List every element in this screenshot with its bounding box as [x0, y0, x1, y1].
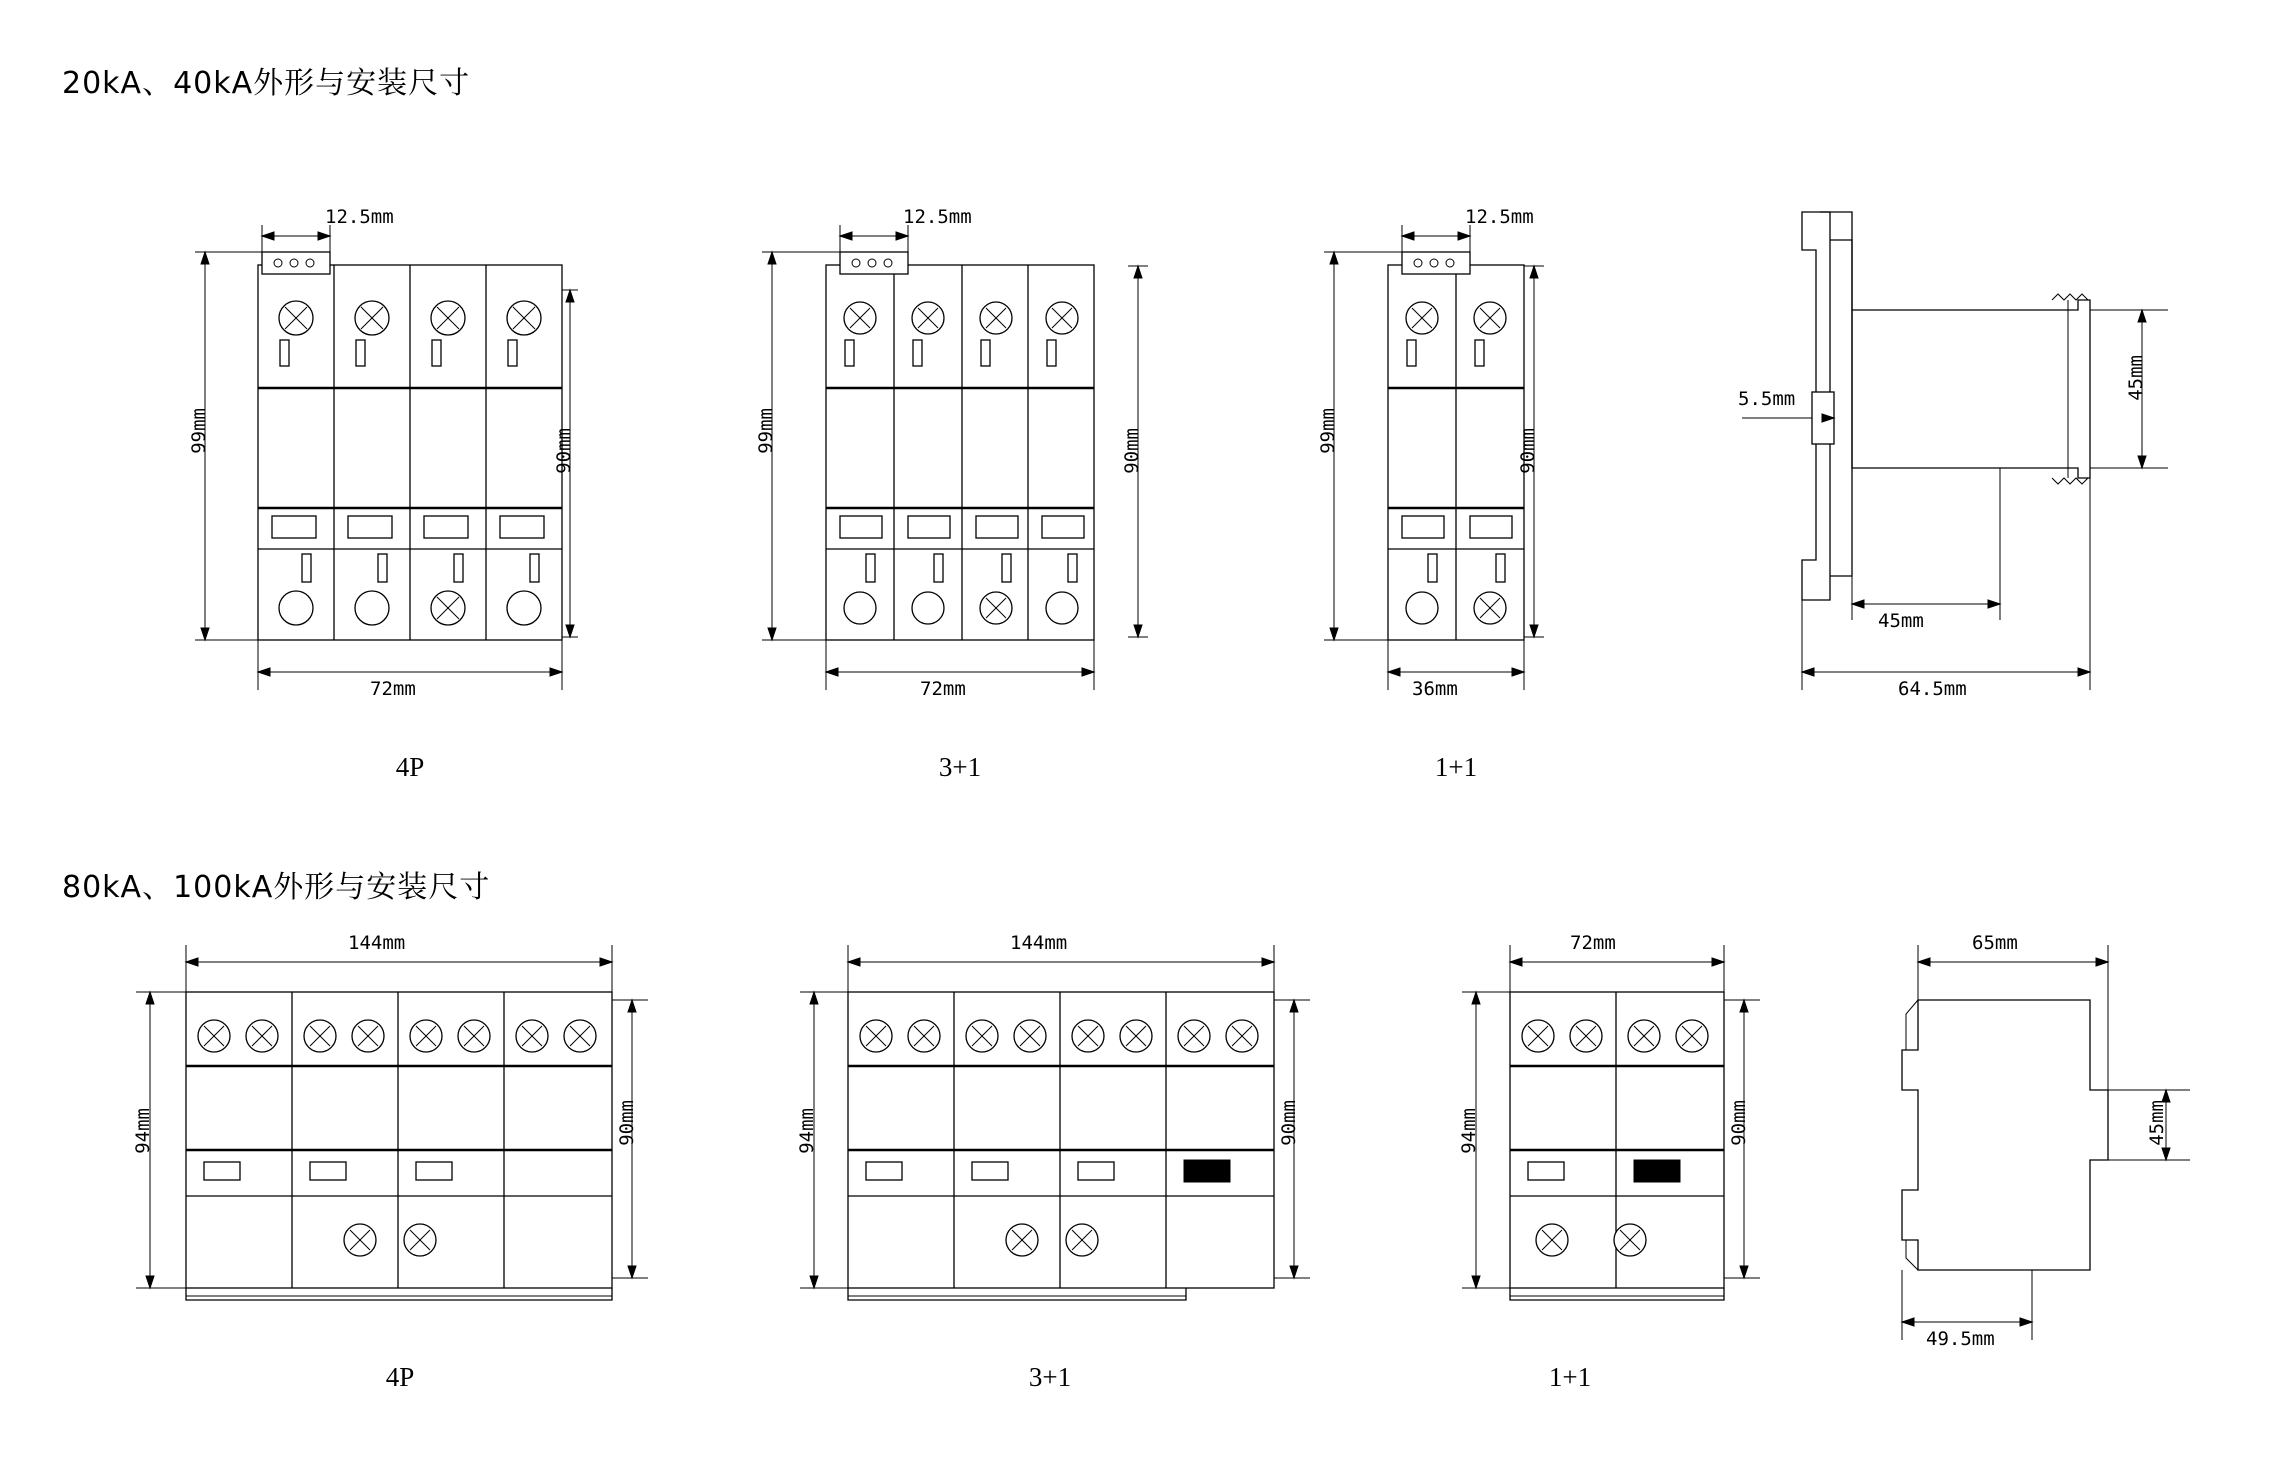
dim-top-3plus1-80ka: 144mm	[1010, 932, 1068, 954]
figure-caption-1plus1-80ka: 1+1	[1548, 1362, 1592, 1392]
dim-right-1plus1-80ka: 90mm	[1728, 1100, 1750, 1146]
dim-45mm-height-20ka: 45mm	[2125, 355, 2147, 401]
dim-top-4p-20ka: 12.5mm	[325, 206, 394, 228]
section-title-1: 20kA、40kA外形与安装尺寸	[62, 66, 471, 101]
dim-right-4p-20ka: 90mm	[553, 428, 575, 474]
dim-5-5mm-20ka: 5.5mm	[1738, 388, 1796, 410]
figure-caption-4p-20ka: 4P	[395, 752, 425, 782]
dim-64-5mm-20ka: 64.5mm	[1898, 678, 1967, 700]
dim-right-1plus1-20ka: 90mm	[1517, 428, 1539, 474]
dim-top-4p-80ka: 144mm	[348, 932, 406, 954]
dim-left-3plus1-80ka: 94mm	[796, 1108, 818, 1154]
dim-bottom-1plus1-20ka: 36mm	[1412, 678, 1458, 700]
figure-caption-3plus1-20ka: 3+1	[938, 752, 982, 782]
dim-45mm-depth-20ka: 45mm	[1878, 610, 1924, 632]
dim-top-1plus1-20ka: 12.5mm	[1465, 206, 1534, 228]
dim-left-1plus1-20ka: 99mm	[1317, 408, 1339, 454]
section-title-2: 80kA、100kA外形与安装尺寸	[62, 870, 491, 905]
dim-right-3plus1-20ka: 90mm	[1121, 428, 1143, 474]
dim-left-3plus1-20ka: 99mm	[755, 408, 777, 454]
dim-top-3plus1-20ka: 12.5mm	[903, 206, 972, 228]
figure-caption-1plus1-20ka: 1+1	[1434, 752, 1478, 782]
dim-45mm-80ka: 45mm	[2146, 1100, 2168, 1146]
figure-caption-4p-80ka: 4P	[385, 1362, 415, 1392]
dim-49-5mm-80ka: 49.5mm	[1926, 1328, 1995, 1350]
dim-65mm-80ka: 65mm	[1972, 932, 2018, 954]
dim-right-4p-80ka: 90mm	[616, 1100, 638, 1146]
dim-left-1plus1-80ka: 94mm	[1458, 1108, 1480, 1154]
dim-left-4p-80ka: 94mm	[132, 1108, 154, 1154]
dim-top-1plus1-80ka: 72mm	[1570, 932, 1616, 954]
figure-caption-3plus1-80ka: 3+1	[1028, 1362, 1072, 1392]
dim-left-4p-20ka: 99mm	[188, 408, 210, 454]
dim-bottom-3plus1-20ka: 72mm	[920, 678, 966, 700]
dim-right-3plus1-80ka: 90mm	[1278, 1100, 1300, 1146]
dim-bottom-4p-20ka: 72mm	[370, 678, 416, 700]
